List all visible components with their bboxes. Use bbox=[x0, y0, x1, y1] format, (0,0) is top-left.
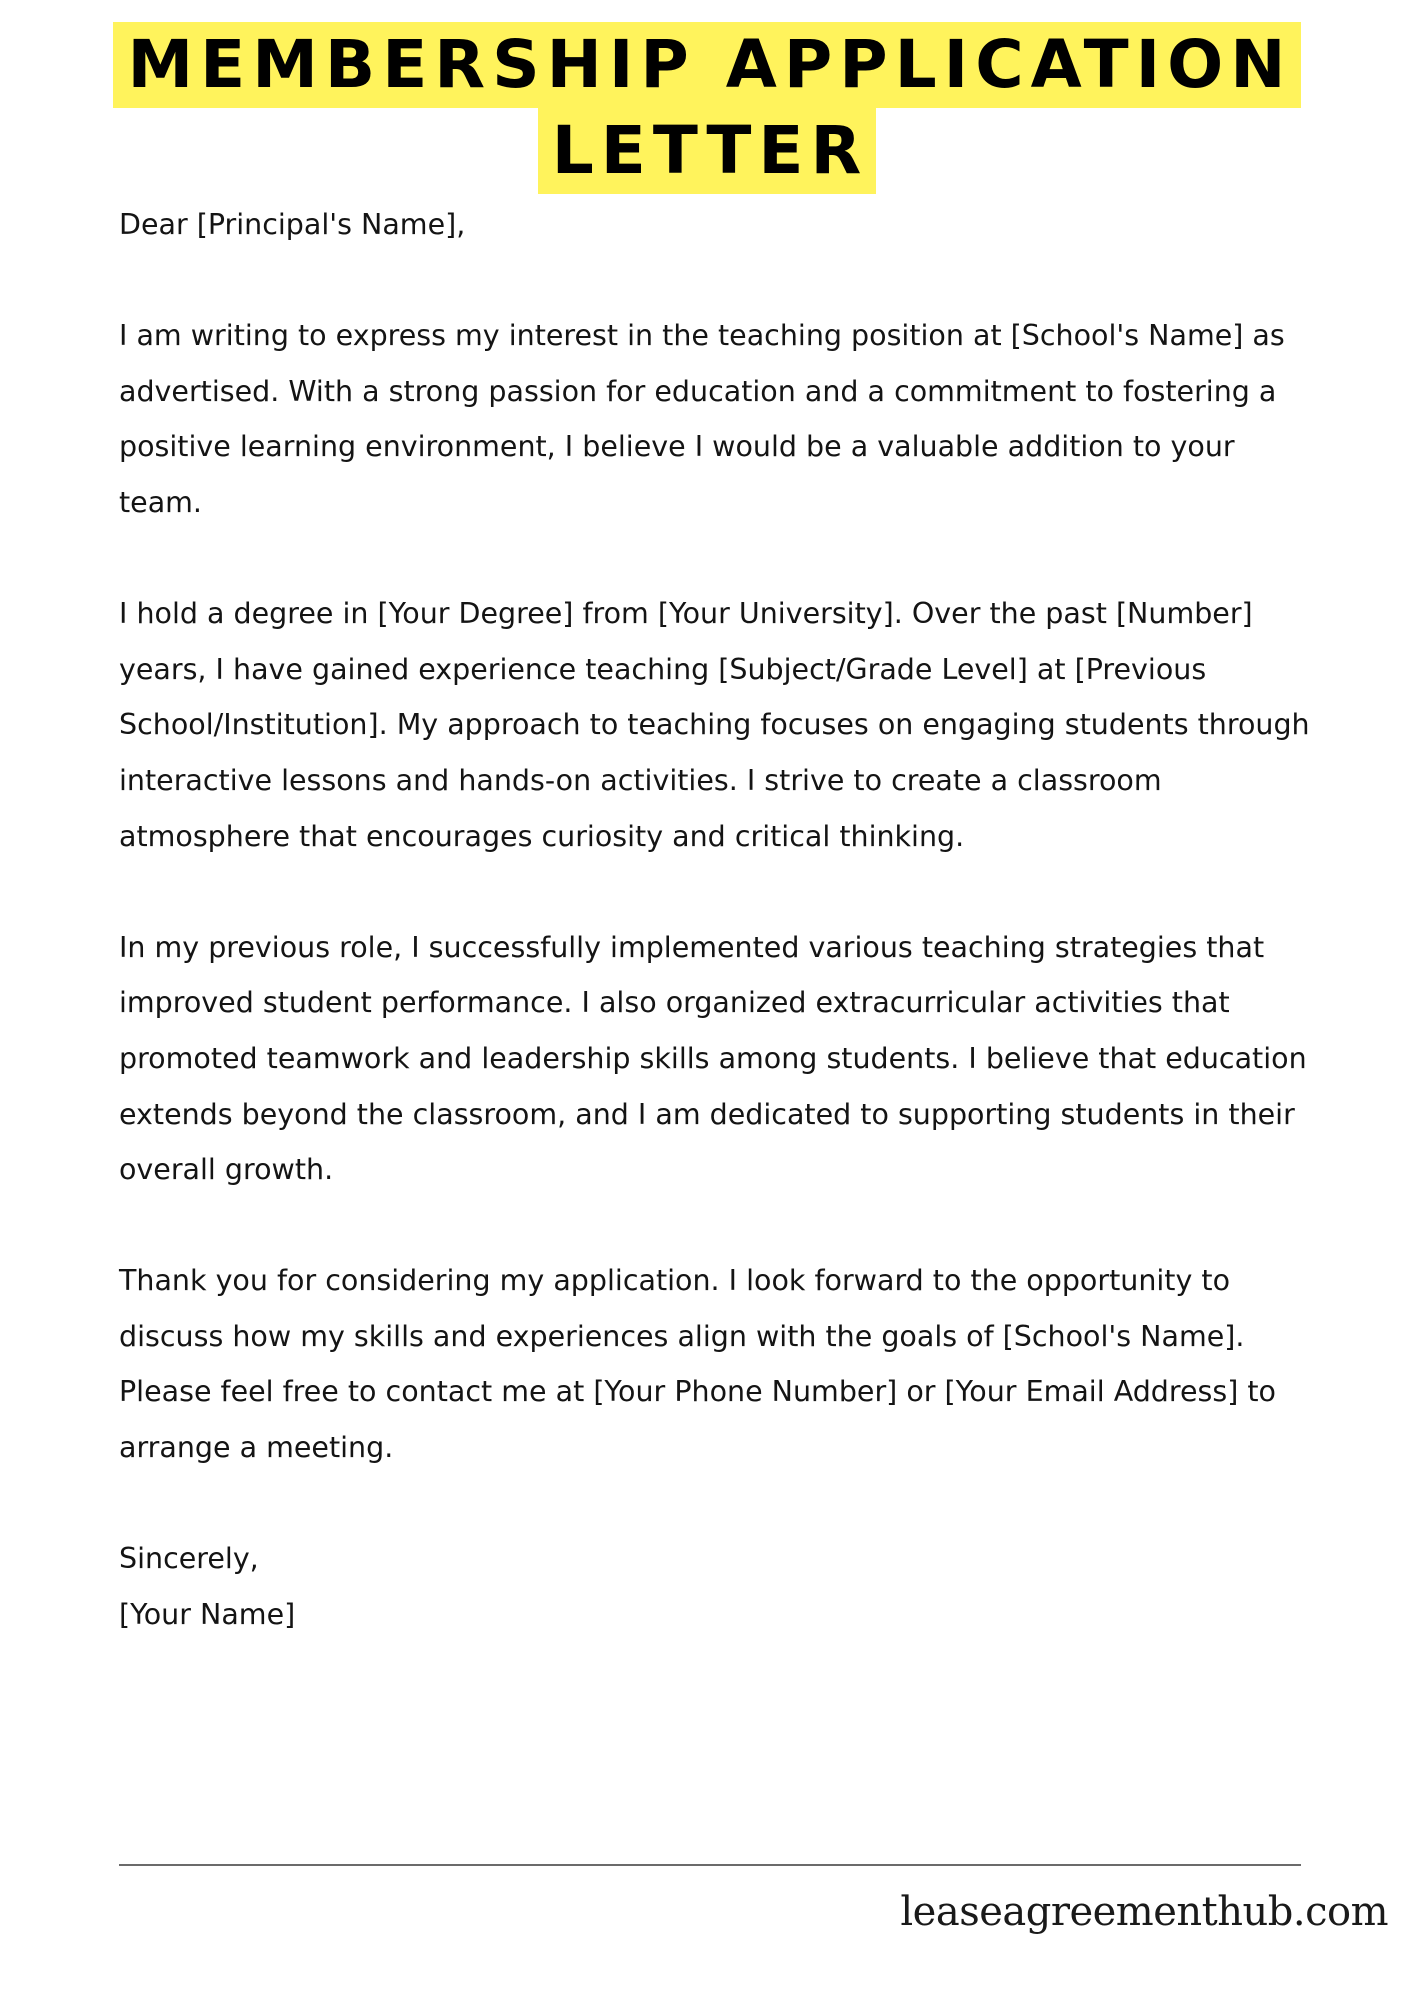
salutation: Dear [Principal's Name], bbox=[119, 208, 466, 241]
letter-body bbox=[119, 197, 1319, 1642]
paragraph-qualifications: I hold a degree in [Your Degree] from [Your University]. Over the past [Number] years, I have gained experience teaching [Subject/Grade Level] at [Previous School/Institution]. My approach to teaching focuses on engaging students through interactive lessons and hands-on activities. I strive to create a classroom atmosphere that encourages curiosity and critical thinking. bbox=[119, 597, 1310, 853]
closing: Sincerely, bbox=[119, 1542, 259, 1576]
signature: [Your Name] bbox=[119, 1597, 296, 1631]
paragraph-intro: I am writing to express my interest in the teaching position at [School's Name] as advertised. With a strong passion for education and a commitment to fostering a positive learning environment, I believe I would be a valuable addition to your team. bbox=[119, 319, 1285, 519]
paragraph-experience: In my previous role, I successfully implemented various teaching strategies that improved student performance. I also organized extracurricular activities that promoted teamwork and leadership skills among students. I believe that education extends beyond the classroom, and I am dedicated to supporting students in their overall growth. bbox=[119, 930, 1307, 1187]
footer-divider bbox=[119, 1864, 1301, 1866]
footer-brand: leaseagreementhub.com bbox=[900, 1889, 1388, 1935]
title-line-1: MEMBERSHIP APPLICATION bbox=[113, 22, 1300, 108]
title-line-2: LETTER bbox=[538, 108, 877, 194]
paragraph-thanks: Thank you for considering my application. I look forward to the opportunity to discuss how my skills and experiences align with the goals of [School's Name]. Please feel free to contact me at [Your Phone Number] or [Your Email Address] to arrange a meeting. bbox=[119, 1264, 1276, 1465]
document-title bbox=[0, 22, 1414, 194]
